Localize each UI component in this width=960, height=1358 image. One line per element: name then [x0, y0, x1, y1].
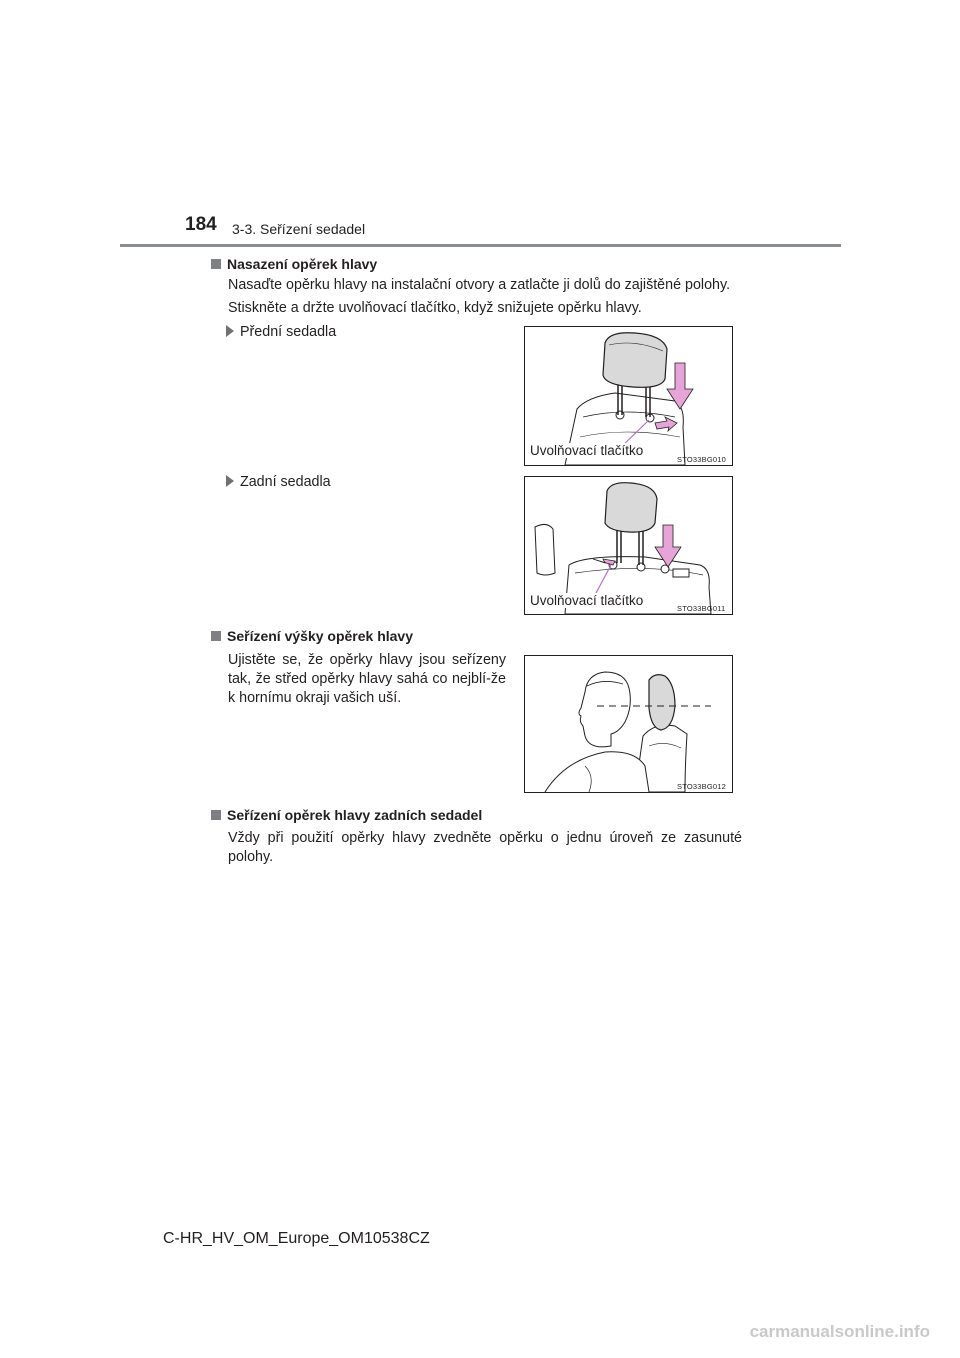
watermark-text: carmanualsonline.info	[749, 1322, 930, 1341]
figure-front-headrest	[524, 326, 733, 466]
figure-rear-headrest	[524, 476, 733, 615]
rear-seats-label	[226, 473, 331, 492]
figure-code: STO33BG012	[677, 782, 726, 791]
height-paragraph: Ujistěte se, že opěrky hlavy jsou seřízeny tak, že střed opěrky hlavy sahá co nejblí-že k hornímu okraji vašich uší.	[228, 652, 506, 706]
square-bullet-icon	[211, 631, 221, 641]
release-button-callout: Uvolňovací tlačítko	[530, 593, 644, 608]
section-heading-rear	[211, 807, 482, 823]
front-seats-text: Přední sedadla	[240, 324, 337, 340]
install-paragraph-2: Stiskněte a držte uvolňovací tlačítko, když snižujete opěrku hlavy.	[228, 300, 642, 316]
install-paragraph-1: Nasaďte opěrku hlavy na instalační otvory a zatlačte ji dolů do zajištěné polohy.	[228, 277, 731, 293]
front-seats-label	[226, 323, 336, 342]
section-heading-height	[211, 628, 413, 644]
chapter-title: 3-3. Seřízení sedadel	[232, 221, 366, 237]
page-number: 184	[185, 214, 217, 235]
rear-seats-text: Zadní sedadla	[240, 474, 331, 490]
square-bullet-icon	[211, 810, 221, 820]
document-id: C-HR_HV_OM_Europe_OM10538CZ	[163, 1230, 430, 1247]
header-divider	[120, 244, 841, 247]
section-title: Seřízení opěrek hlavy zadních sedadel	[227, 807, 483, 823]
release-button-callout: Uvolňovací tlačítko	[530, 443, 644, 458]
square-bullet-icon	[211, 259, 221, 269]
section-title: Nasazení opěrek hlavy	[227, 256, 378, 272]
triangle-bullet-icon	[226, 325, 234, 337]
section-title: Seřízení výšky opěrek hlavy	[227, 628, 413, 644]
figure-headrest-height	[524, 655, 733, 793]
triangle-bullet-icon	[226, 475, 234, 487]
head-position-illustration	[525, 656, 732, 792]
section-heading-install	[211, 256, 377, 272]
figure-code: STO33BG011	[677, 604, 726, 613]
rear-paragraph: Vždy při použití opěrky hlavy zvedněte opěrku o jednu úroveň ze zasunuté polohy.	[228, 830, 742, 865]
figure-code: STO33BG010	[677, 455, 726, 464]
